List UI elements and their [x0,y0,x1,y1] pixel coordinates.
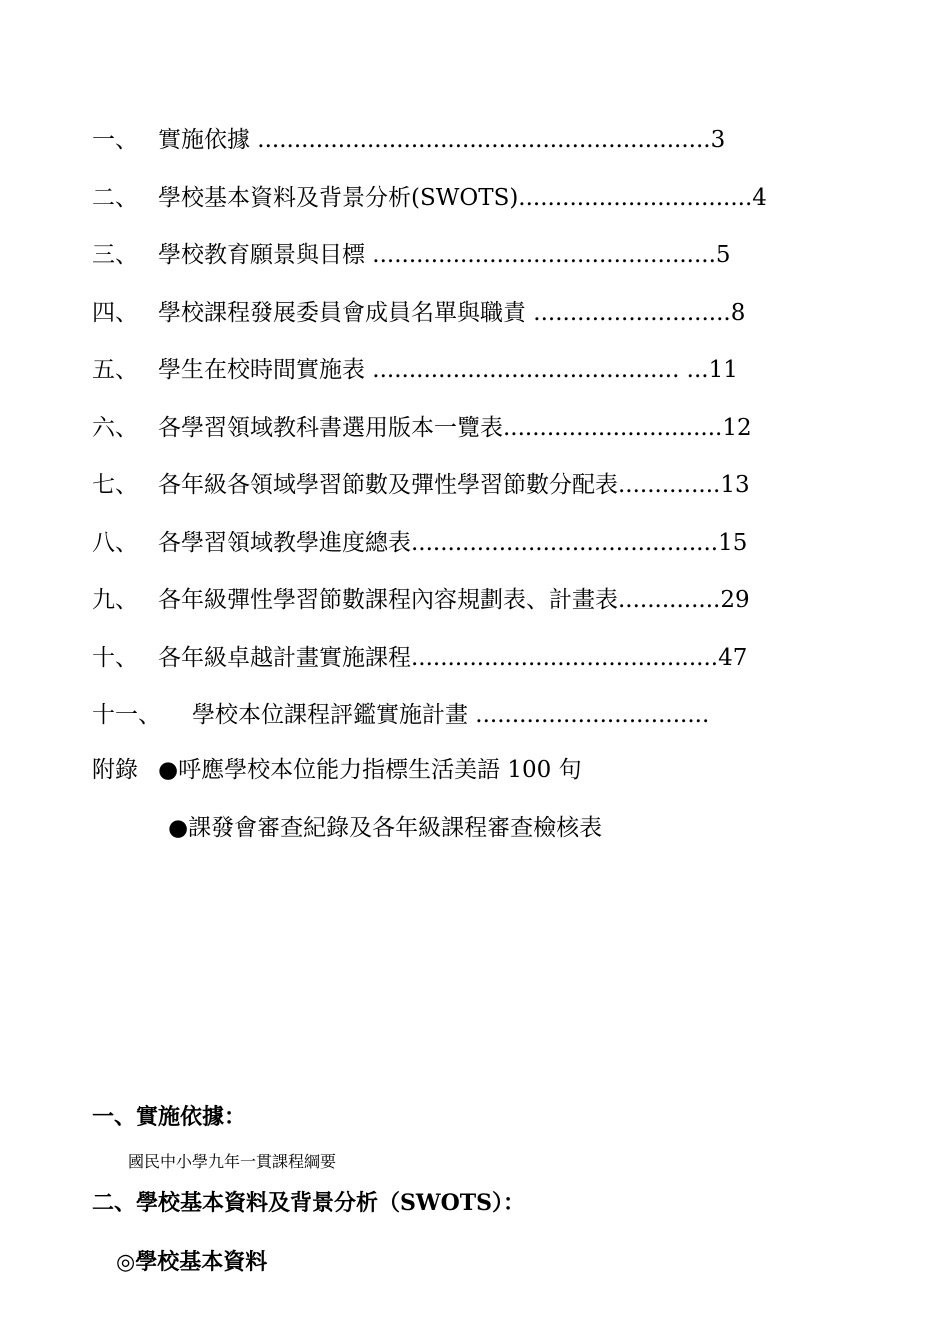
toc-item [92,233,872,291]
toc-item [92,176,872,234]
appendix-row [92,748,602,806]
appendix-row [92,806,602,864]
toc-item-text: 各學習領域教科書選用版本一覽表..............................12 [158,414,752,441]
toc-item [92,578,872,636]
toc-item [92,636,872,694]
appendix-label: 附錄 [92,757,138,783]
toc-item-text: 學校基本資料及背景分析(SWOTS)................................4 [158,184,767,211]
toc-item [92,521,872,579]
toc-item-text: 學校教育願景與目標 ...............................................5 [158,242,731,268]
toc-item-number: 三、 [92,242,138,268]
toc-item [92,118,872,176]
appendix-block [92,748,602,863]
toc-item-text: 各年級卓越計畫實施課程..........................................47 [158,644,748,671]
toc-item-number: 六、 [92,414,138,441]
toc-item [92,693,872,751]
section-heading: 一、實施依據： [92,1104,247,1130]
toc-item-number: 二、 [92,184,138,211]
toc-item-number: 四、 [92,299,138,326]
toc-item-text: 學校本位課程評鑑實施計畫 ................................ [192,702,710,728]
section-heading: 二、學校基本資料及背景分析（SWOTS）： [92,1190,526,1216]
appendix-item: ●呼應學校本位能力指標生活美語 100 句 [158,757,582,783]
table-of-contents [92,118,872,751]
toc-item-number: 十、 [92,644,138,671]
toc-item [92,463,872,521]
toc-item [92,348,872,406]
toc-item-text: 各年級彈性學習節數課程內容規劃表、計畫表..............29 [158,587,750,613]
toc-item-number: 七、 [92,472,138,498]
toc-item [92,406,872,464]
toc-item-text: 學生在校時間實施表 .......................................... ...11 [158,357,738,383]
section-body-text: 國民中小學九年一貫課程綱要 [128,1152,337,1171]
toc-item-text: 學校課程發展委員會成員名單與職責 ...........................8 [158,299,746,326]
toc-item-number: 十一、 [92,702,161,728]
toc-item [92,291,872,349]
toc-item-text: 各年級各領域學習節數及彈性學習節數分配表..............13 [158,472,750,498]
appendix-item: ●課發會審查紀錄及各年級課程審查檢核表 [168,814,603,841]
toc-item-number: 九、 [92,587,138,613]
toc-item-number: 一、 [92,127,138,153]
subsection-heading: ◎學校基本資料 [116,1249,268,1275]
toc-item-text: 實施依據 ..............................................................3 [158,127,726,153]
toc-item-number: 五、 [92,357,138,383]
toc-item-text: 各學習領域教學進度總表..........................................15 [158,529,748,556]
toc-item-number: 八、 [92,529,138,556]
